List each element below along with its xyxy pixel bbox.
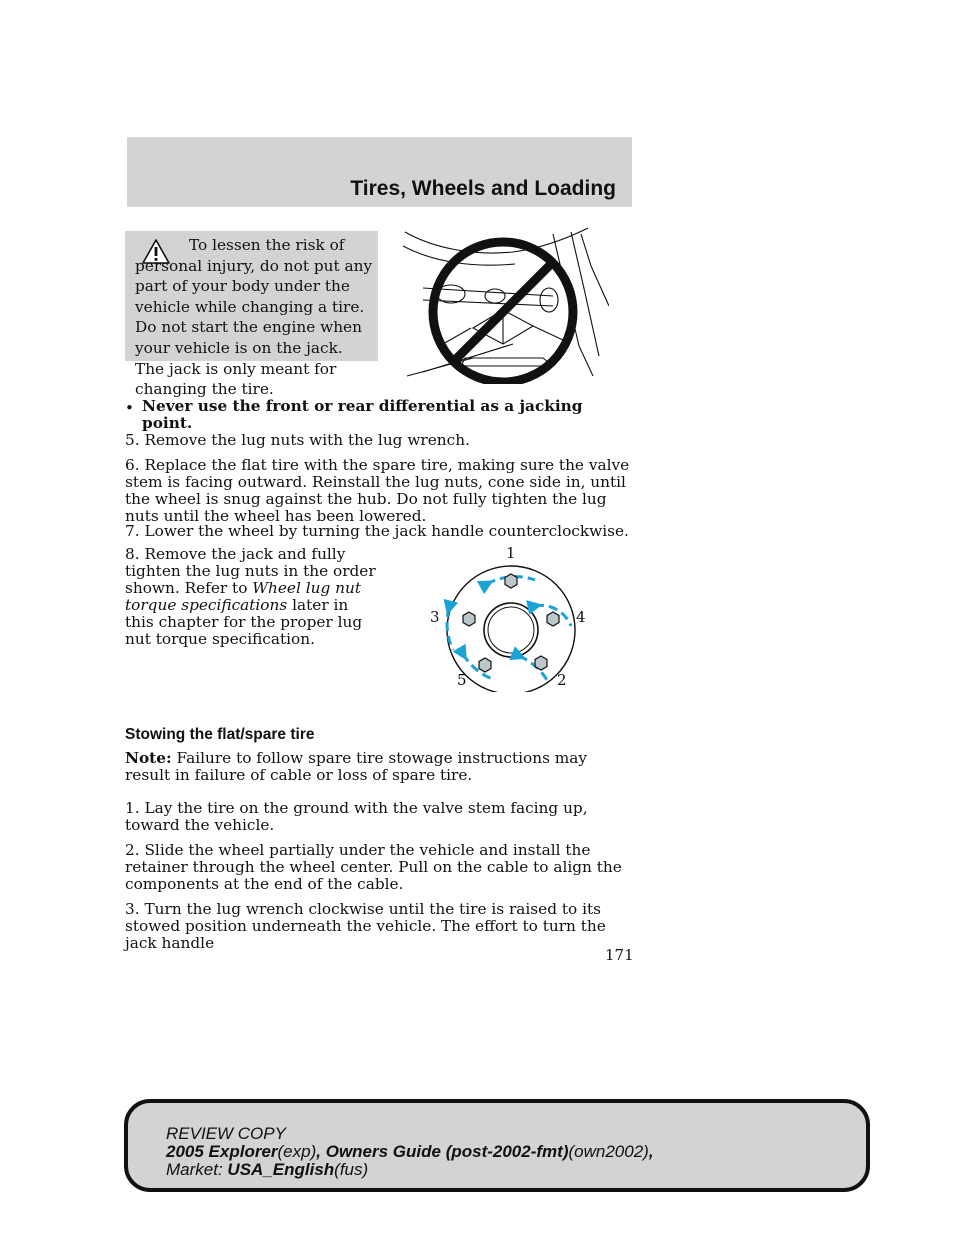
stowing-step-3: 3. Turn the lug wrench clockwise until the tire is raised to its stowed position underneath the vehicle. The effort to turn the jack handle	[125, 900, 606, 952]
warning-box	[125, 231, 378, 399]
lug-label-1: 1	[506, 544, 516, 562]
section-header-band	[127, 137, 632, 207]
footer-model-line: 2005 Explorer(exp), Owners Guide (post-2002-fmt)(own2002),	[166, 1142, 654, 1161]
bullet-text: Never use the front or rear differential as a jacking point.	[142, 397, 583, 432]
section-title: Tires, Wheels and Loading	[350, 177, 616, 200]
stowing-step-1: 1. Lay the tire on the ground with the valve stem facing up, toward the vehicle.	[125, 799, 588, 834]
step-8	[125, 546, 380, 648]
step-5: 5. Remove the lug nuts with the lug wrench.	[125, 431, 470, 449]
review-copy-footer	[124, 1099, 870, 1192]
lug-label-2: 2	[557, 671, 567, 689]
lug-label-5: 5	[457, 671, 467, 689]
step-6: 6. Replace the flat tire with the spare tire, making sure the valve stem is facing outward. Reinstall the lug nuts, cone side in, until the wheel is snug against the hub. Do not fully tighten the lug nuts until the wheel has been lowered.	[125, 456, 630, 525]
step-8-reference: Wheel lug nut torque specifications	[125, 579, 361, 614]
stowing-note	[125, 750, 635, 784]
review-copy-label: REVIEW COPY	[166, 1124, 286, 1143]
warning-text: To lessen the risk of personal injury, do not put any part of your body under the vehicle while changing a tire. Do not start the engine when your vehicle is on the jack. The jack is only meant for changing the tire.	[135, 236, 373, 399]
step-8-text-b: later in this chapter for the proper lug nut torque specification.	[125, 596, 363, 648]
note-text: Failure to follow spare tire stowage instructions may result in failure of cable or loss of spare tire.	[125, 749, 588, 784]
page-number: 171	[605, 946, 634, 964]
lug-label-4: 4	[576, 608, 586, 626]
stowing-heading: Stowing the flat/spare tire	[125, 726, 315, 743]
step-8-text-a: 8. Remove the jack and fully tighten the lug nuts in the order shown. Refer to	[125, 545, 376, 597]
jack-under-vehicle-prohibited-illustration	[403, 226, 609, 384]
lug-nut-tightening-order-diagram	[425, 542, 600, 692]
stowing-step-2: 2. Slide the wheel partially under the vehicle and install the retainer through the wheel center. Pull on the cable to align the components at the end of the cable.	[125, 841, 622, 893]
bullet-symbol: •	[125, 399, 134, 417]
note-label: Note:	[125, 749, 172, 767]
step-7: 7. Lower the wheel by turning the jack handle counterclockwise.	[125, 522, 629, 540]
footer-market-line: Market: USA_English(fus)	[166, 1160, 369, 1179]
lug-label-3: 3	[430, 608, 440, 626]
